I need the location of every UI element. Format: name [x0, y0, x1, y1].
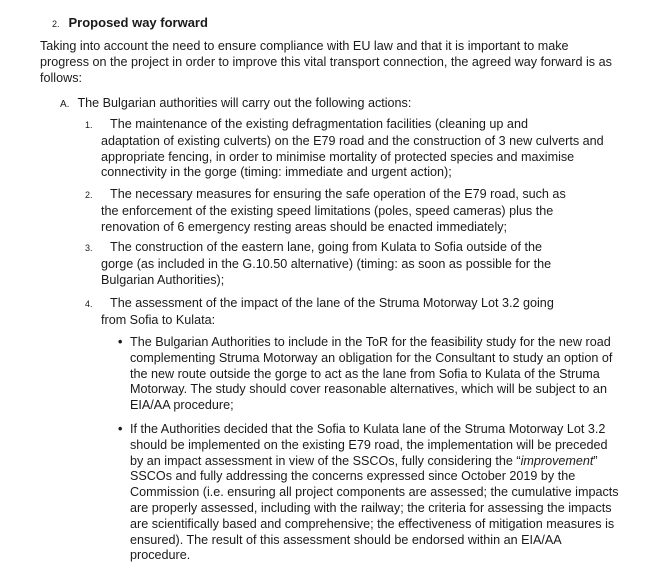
list-item-first-line: The maintenance of the existing defragmentation facilities (cleaning up and	[110, 117, 528, 131]
list-item-number: 2.	[85, 190, 93, 200]
bullet-item-2	[118, 422, 622, 564]
section-heading	[52, 15, 208, 33]
list-item-number: 3.	[85, 243, 93, 253]
list-item-body: gorge (as included in the G.10.50 alternative) (timing: as soon as possible for the Bulgarian Authorities);	[101, 256, 552, 287]
item-a	[60, 96, 620, 113]
list-item-4	[85, 296, 605, 329]
list-item-3	[85, 240, 605, 288]
list-item-2	[85, 187, 605, 235]
bullet-item-1	[118, 335, 622, 414]
list-item-body: from Sofia to Kulata:	[101, 312, 216, 327]
section-title: Proposed way forward	[68, 15, 208, 30]
intro-paragraph: Taking into account the need to ensure compliance with EU law and that it is important to make progress on the project in order to improve this vital transport connection, the agreed way forward is as follows:	[40, 39, 612, 85]
list-item-first-line: The construction of the eastern lane, going from Kulata to Sofia outside of the	[110, 240, 542, 254]
list-item-first-line: The assessment of the impact of the lane of the Struma Motorway Lot 3.2 going	[110, 296, 554, 310]
list-item-first-line: The necessary measures for ensuring the safe operation of the E79 road, such as	[110, 187, 566, 201]
list-item-1	[85, 117, 605, 181]
bullet-italic-term: improvement	[520, 453, 594, 468]
list-item-number: 1.	[85, 120, 93, 130]
bullet-dot: •	[118, 335, 123, 349]
item-a-text: The Bulgarian authorities will carry out the following actions:	[77, 96, 412, 110]
item-a-marker: A.	[60, 99, 70, 110]
bullet-text: The Bulgarian Authorities to include in the ToR for the feasibility study for the new road complementing Struma Motorway an obligation for the Consultant to study an option of the new route outside the gorge to act as the lane from Sofia to Kulata of the Struma Motorway. The study should cover reasonable alternatives, which will be subject to an EIA/AA procedure;	[130, 335, 613, 413]
list-item-body: adaptation of existing culverts) on the E79 road and the construction of 3 new culverts and appropriate fencing, in order to minimise mortality of protected species and maximise connectivity in the gorge (timing: immediate and urgent action);	[101, 133, 604, 180]
list-item-body: the enforcement of the existing speed limitations (poles, speed cameras) plus the renovation of 6 emergency resting areas should be enacted immediately;	[101, 203, 554, 234]
bullet-dot: •	[118, 422, 123, 436]
list-item-number: 4.	[85, 299, 93, 309]
bullet-text-before: If the Authorities decided that the Sofia to Kulata lane of the Struma Motorway Lot 3.2 should be implemented on the existing E79 road, the implementation will be preceded by an impact assessment in view of the SSCOs, fully considering the “	[130, 422, 608, 468]
section-number: 2.	[52, 19, 60, 29]
bullet-text-after: ” SSCOs and fully addressing the concerns expressed since October 2019 by the Commission (i.e. ensuring all project components are assessed; the cumulative impacts are properly assessed, including with the railway; the criteria for assessing the impacts are scientifically based and comprehensive; the effectiveness of mitigation measures is ensured). The result of this assessment should be endorsed within an EIA/AA procedure.	[130, 453, 619, 563]
